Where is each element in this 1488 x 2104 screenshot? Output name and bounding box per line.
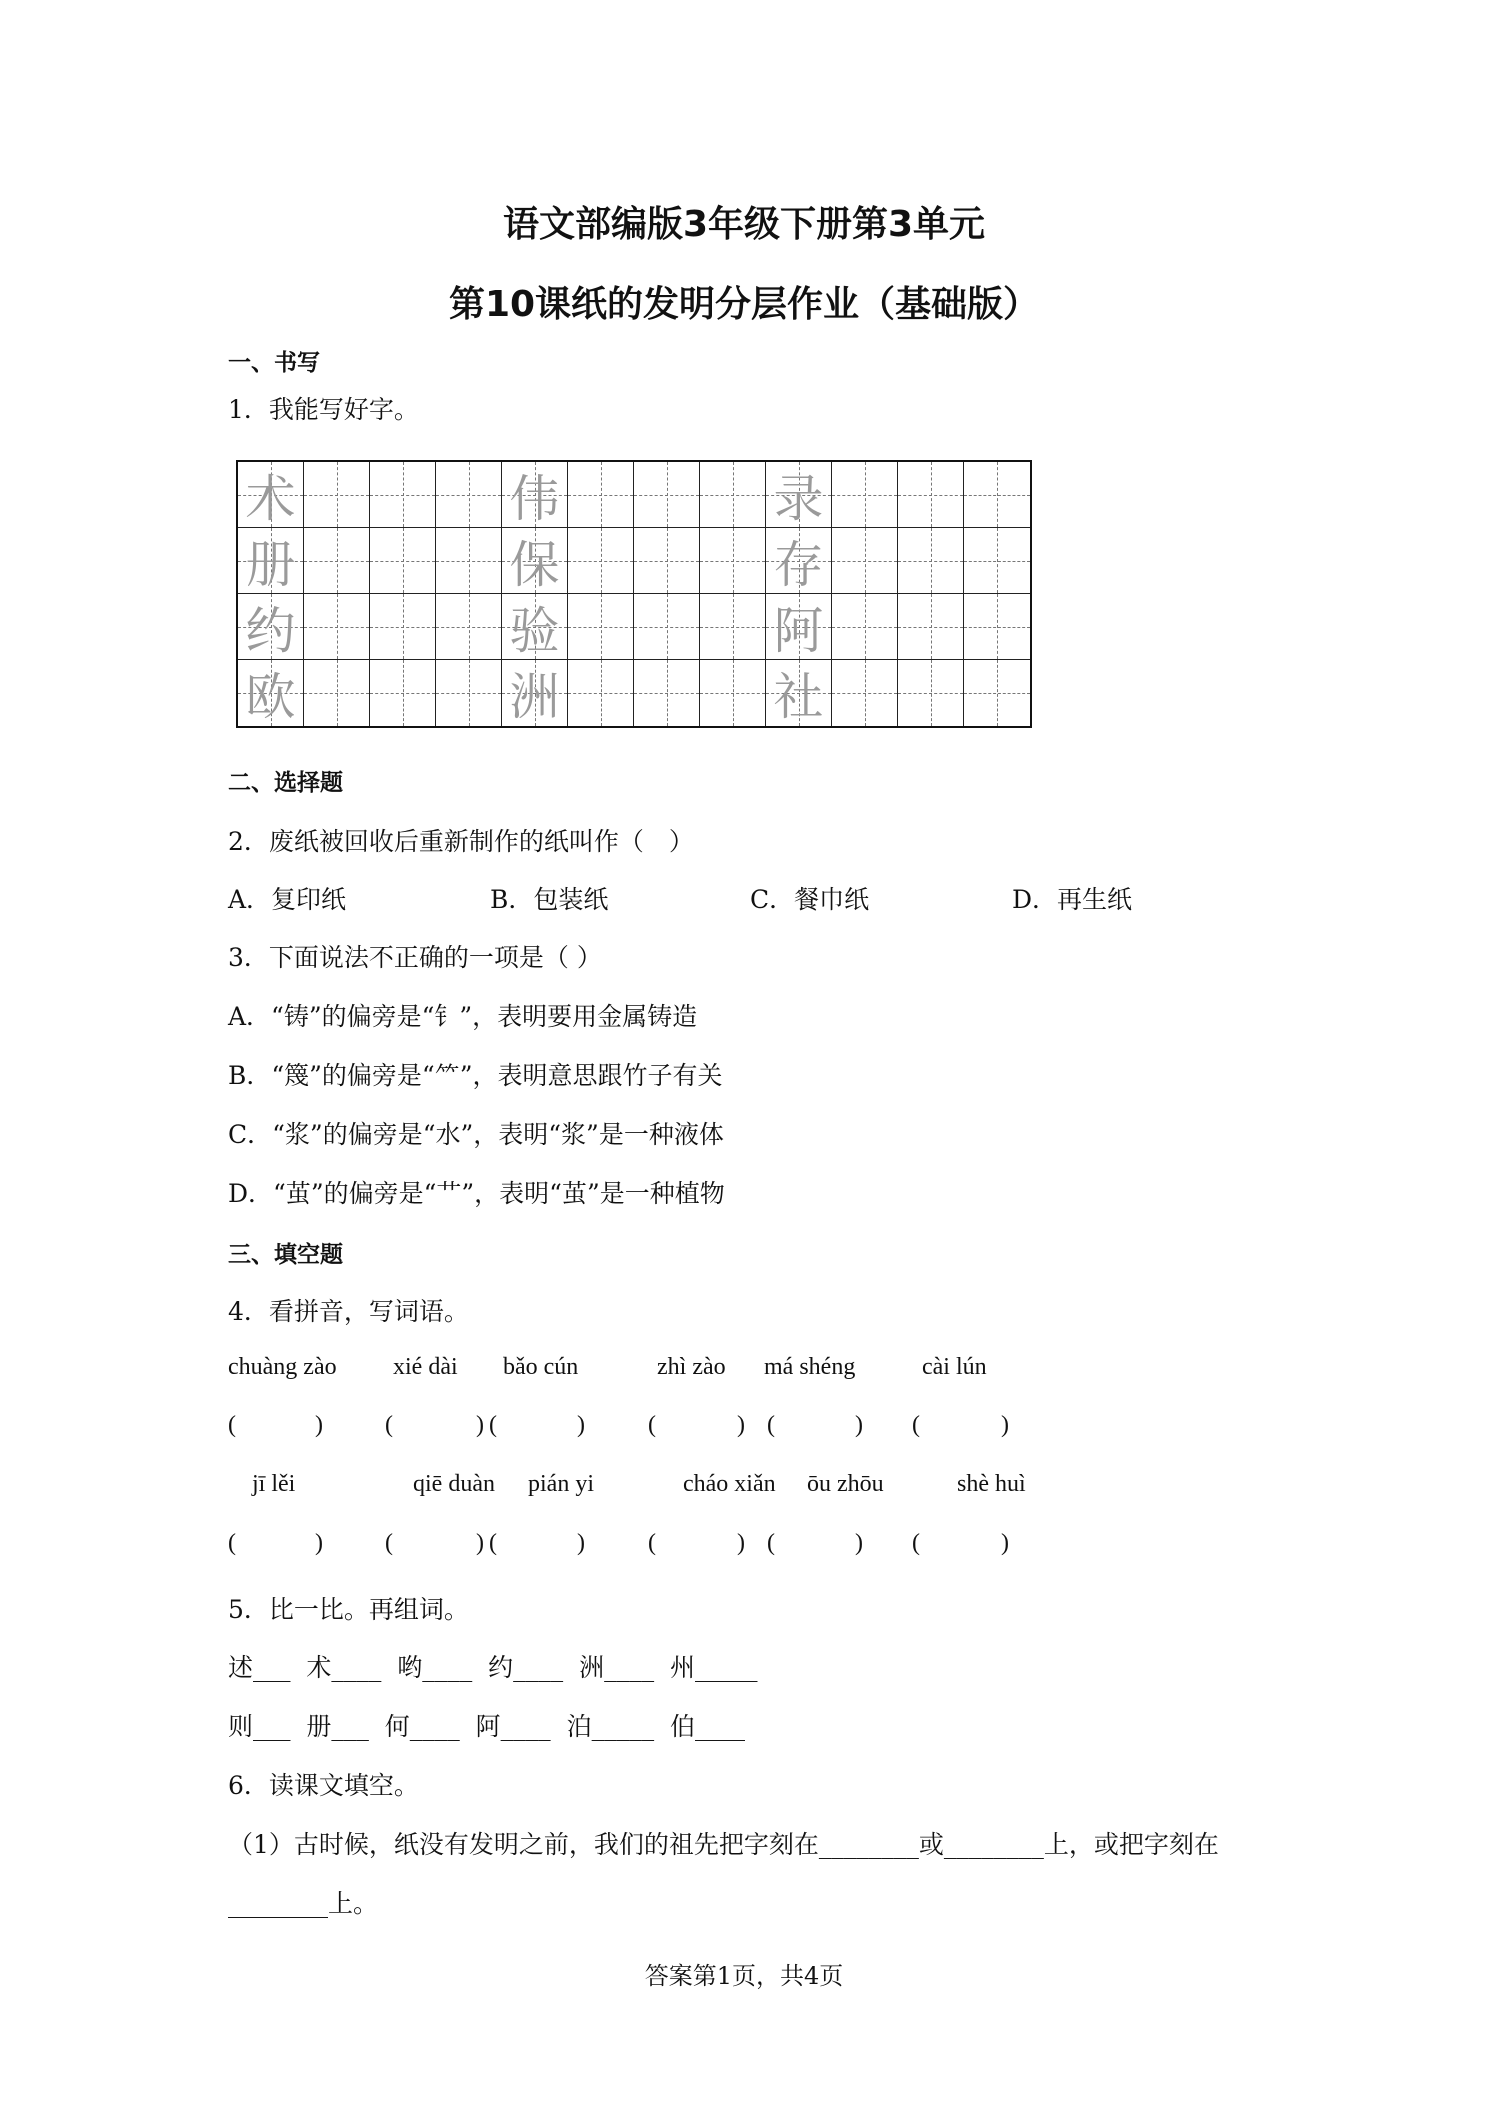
grid-cell[interactable]: [964, 462, 1030, 528]
grid-cell[interactable]: [238, 594, 304, 660]
grid-cell[interactable]: [370, 660, 436, 726]
pinyin-5: má shéng: [764, 1354, 856, 1380]
grid-cell[interactable]: [568, 528, 634, 594]
grid-cell[interactable]: [436, 660, 502, 726]
grid-cell[interactable]: [634, 660, 700, 726]
q5-line-2: 则___ 册___ 何____ 阿____ 泊_____ 伯____: [228, 1712, 745, 1741]
bracket-open: (: [489, 1412, 497, 1438]
pinyin-3: bǎo cún: [503, 1354, 579, 1380]
grid-cell[interactable]: [634, 594, 700, 660]
grid-cell[interactable]: [898, 462, 964, 528]
grid-row: [238, 462, 1030, 528]
bracket-close: ): [1001, 1530, 1009, 1556]
section-heading-choice: 二、选择题: [228, 770, 343, 796]
grid-cell[interactable]: [568, 462, 634, 528]
grid-cell[interactable]: [502, 462, 568, 528]
q2-option-a: A．复印纸: [228, 885, 347, 914]
question-1: 1．我能写好字。: [228, 395, 419, 424]
grid-cell[interactable]: [436, 462, 502, 528]
bracket-open: (: [648, 1530, 656, 1556]
bracket-close: ): [737, 1530, 745, 1556]
bracket-close: ): [315, 1530, 323, 1556]
bracket-close: ): [1001, 1412, 1009, 1438]
grid-cell[interactable]: [436, 594, 502, 660]
model-character: 阿: [773, 601, 824, 660]
pinyin-9: pián yi: [528, 1471, 594, 1497]
model-character: 欧: [245, 668, 296, 726]
model-character: 术: [245, 469, 296, 528]
grid-cell[interactable]: [898, 594, 964, 660]
pinyin-10: cháo xiǎn: [683, 1471, 776, 1497]
model-character: 约: [245, 601, 296, 660]
title-line-2: 第10课纸的发明分层作业（基础版）: [448, 284, 1040, 325]
bracket-open: (: [489, 1530, 497, 1556]
bracket-open: (: [228, 1530, 236, 1556]
grid-cell[interactable]: [700, 594, 766, 660]
bracket-close: ): [855, 1412, 863, 1438]
bracket-open: (: [767, 1530, 775, 1556]
grid-cell[interactable]: [238, 462, 304, 528]
grid-cell[interactable]: [700, 660, 766, 726]
pinyin-1: chuàng zào: [228, 1354, 337, 1380]
model-character: 伟: [509, 469, 560, 528]
grid-cell[interactable]: [370, 528, 436, 594]
bracket-open: (: [385, 1412, 393, 1438]
title-line-1: 语文部编版3年级下册第3单元: [502, 204, 986, 245]
pinyin-4: zhì zào: [657, 1354, 726, 1380]
pinyin-7: jī lěi: [252, 1471, 296, 1497]
q3-option-d: D．“茧”的偏旁是“艹”，表明“茧”是一种植物: [228, 1179, 725, 1208]
grid-cell[interactable]: [832, 660, 898, 726]
bracket-open: (: [912, 1412, 920, 1438]
grid-cell[interactable]: [898, 528, 964, 594]
grid-cell[interactable]: [502, 594, 568, 660]
bracket-open: (: [385, 1530, 393, 1556]
grid-cell[interactable]: [832, 462, 898, 528]
question-5: 5．比一比。再组词。: [228, 1595, 469, 1624]
grid-cell[interactable]: [370, 594, 436, 660]
section-heading-fill: 三、填空题: [228, 1242, 343, 1268]
grid-cell[interactable]: [766, 594, 832, 660]
grid-cell[interactable]: [568, 660, 634, 726]
bracket-open: (: [228, 1412, 236, 1438]
grid-row: [238, 660, 1030, 726]
q2-option-c: C．餐巾纸: [750, 885, 870, 914]
q6-line-1: （1）古时候，纸没有发明之前，我们的祖先把字刻在________或________上，或把字刻在: [228, 1830, 1219, 1859]
grid-cell[interactable]: [304, 528, 370, 594]
page-footer: 答案第1页，共4页: [644, 1962, 844, 1990]
grid-cell[interactable]: [502, 528, 568, 594]
bracket-close: ): [855, 1530, 863, 1556]
q2-option-b: B．包装纸: [490, 885, 609, 914]
question-3: 3．下面说法不正确的一项是（ ）: [228, 943, 602, 972]
grid-cell[interactable]: [766, 462, 832, 528]
pinyin-2: xié dài: [393, 1354, 458, 1380]
bracket-close: ): [577, 1412, 585, 1438]
bracket-open: (: [767, 1412, 775, 1438]
question-6: 6．读课文填空。: [228, 1771, 419, 1800]
grid-cell[interactable]: [700, 462, 766, 528]
bracket-open: (: [648, 1412, 656, 1438]
question-4: 4．看拼音，写词语。: [228, 1297, 469, 1326]
bracket-close: ): [315, 1412, 323, 1438]
writing-grid: [236, 460, 1032, 728]
model-character: 存: [773, 535, 824, 594]
model-character: 验: [509, 601, 560, 660]
model-character: 社: [773, 668, 824, 726]
grid-cell[interactable]: [370, 462, 436, 528]
model-character: 录: [773, 469, 824, 528]
q3-option-c: C．“浆”的偏旁是“水”，表明“浆”是一种液体: [228, 1120, 724, 1149]
q3-option-a: A．“铸”的偏旁是“钅”，表明要用金属铸造: [228, 1002, 698, 1031]
q6-line-2: ________上。: [228, 1889, 379, 1918]
grid-cell[interactable]: [964, 528, 1030, 594]
pinyin-11: ōu zhōu: [807, 1471, 884, 1497]
bracket-close: ): [577, 1530, 585, 1556]
grid-cell[interactable]: [766, 528, 832, 594]
grid-cell[interactable]: [964, 594, 1030, 660]
grid-cell[interactable]: [634, 528, 700, 594]
q5-line-1: 述___ 术____ 哟____ 约____ 洲____ 州_____: [228, 1653, 758, 1682]
question-2: 2．废纸被回收后重新制作的纸叫作（ ）: [228, 827, 694, 856]
grid-cell[interactable]: [304, 660, 370, 726]
model-character: 洲: [509, 668, 560, 726]
grid-cell[interactable]: [832, 594, 898, 660]
grid-cell[interactable]: [238, 528, 304, 594]
grid-cell[interactable]: [238, 660, 304, 726]
bracket-close: ): [476, 1412, 484, 1438]
q3-option-b: B．“篾”的偏旁是“⺮”，表明意思跟竹子有关: [228, 1061, 723, 1090]
q2-option-d: D．再生纸: [1012, 885, 1133, 914]
grid-cell[interactable]: [766, 660, 832, 726]
grid-row: [238, 594, 1030, 660]
grid-cell[interactable]: [304, 462, 370, 528]
grid-cell[interactable]: [898, 660, 964, 726]
grid-cell[interactable]: [436, 528, 502, 594]
grid-cell[interactable]: [832, 528, 898, 594]
pinyin-8: qiē duàn: [413, 1471, 495, 1497]
pinyin-12: shè huì: [957, 1471, 1026, 1497]
pinyin-6: cài lún: [922, 1354, 987, 1380]
model-character: 册: [245, 535, 296, 594]
grid-cell[interactable]: [700, 528, 766, 594]
bracket-open: (: [912, 1530, 920, 1556]
bracket-close: ): [737, 1412, 745, 1438]
grid-cell[interactable]: [304, 594, 370, 660]
grid-cell[interactable]: [568, 594, 634, 660]
grid-cell[interactable]: [964, 660, 1030, 726]
grid-cell[interactable]: [634, 462, 700, 528]
grid-row: [238, 528, 1030, 594]
model-character: 保: [509, 535, 560, 594]
section-heading-writing: 一、书写: [228, 350, 320, 376]
grid-cell[interactable]: [502, 660, 568, 726]
bracket-close: ): [476, 1530, 484, 1556]
